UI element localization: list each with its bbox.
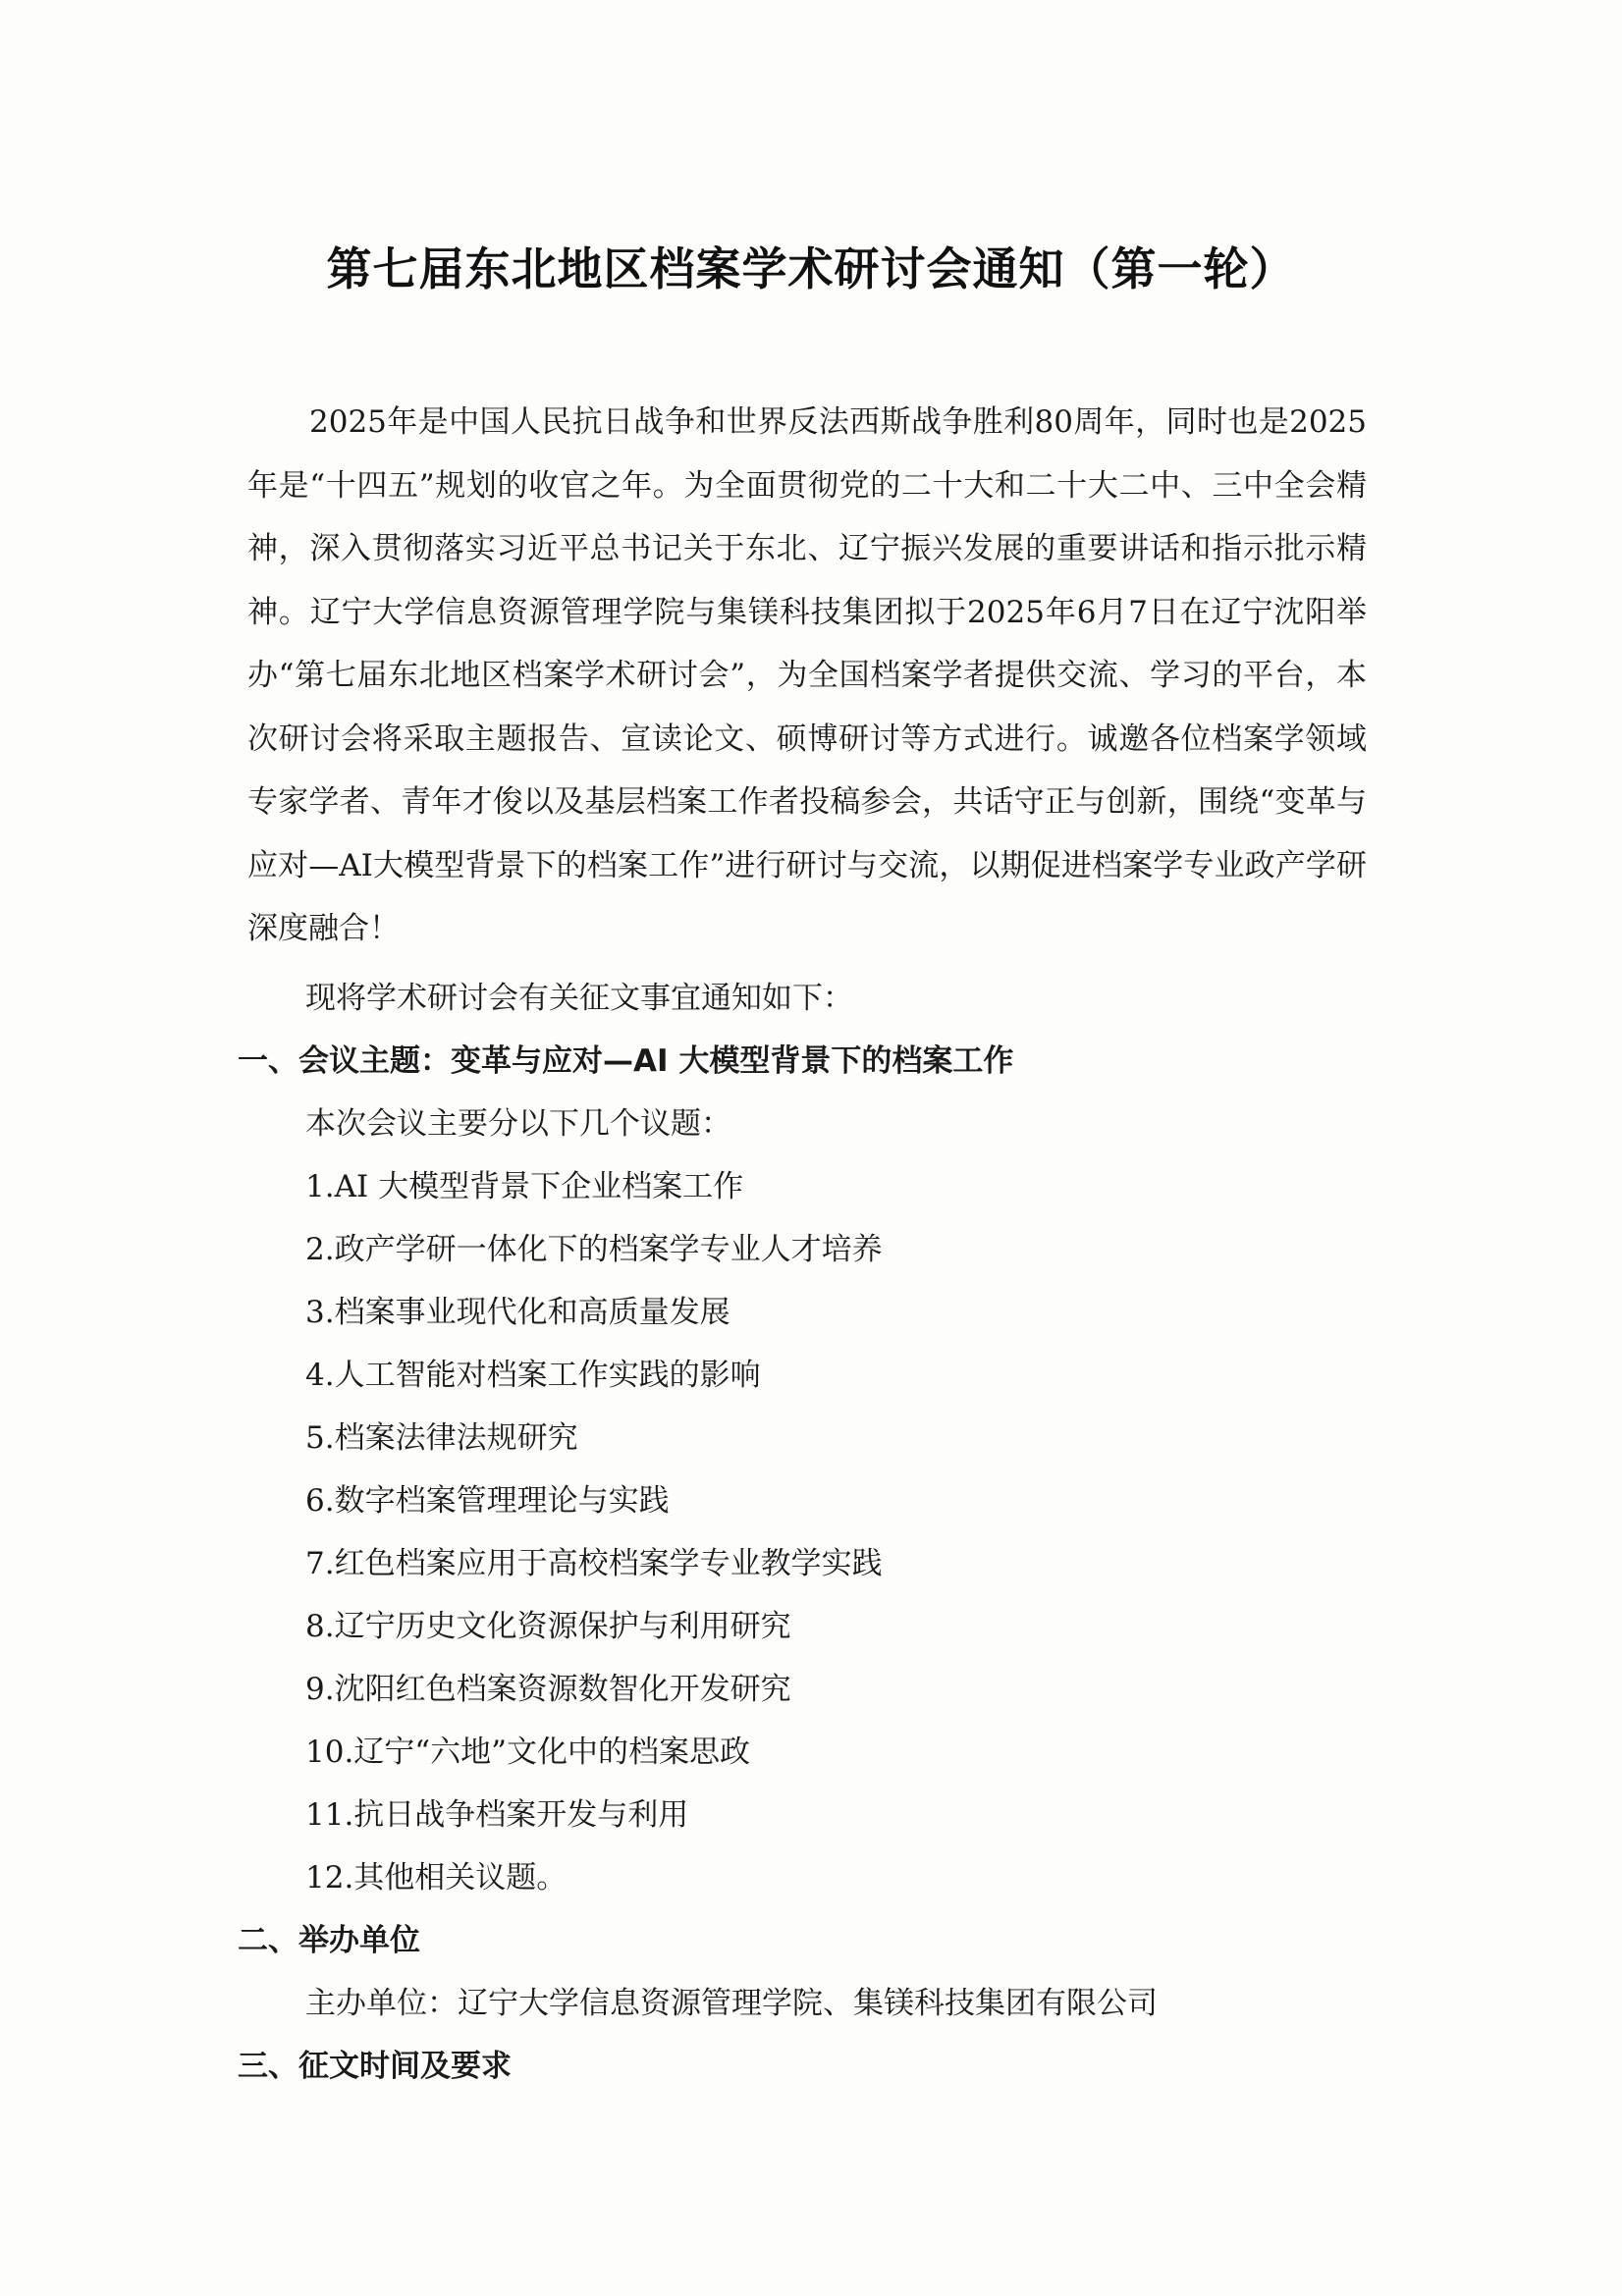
section-2-heading: 二、举办单位 bbox=[238, 1923, 420, 1958]
topic-item: 9.沈阳红色档案资源数智化开发研究 bbox=[305, 1672, 791, 1707]
organizer-line: 主办单位：辽宁大学信息资源管理学院、集镁科技集团有限公司 bbox=[305, 1986, 1158, 2021]
section-1-heading: 一、会议主题：变革与应对—AI 大模型背景下的档案工作 bbox=[238, 1043, 1014, 1079]
section-1-intro: 本次会议主要分以下几个议题： bbox=[305, 1106, 731, 1142]
notice-intro: 现将学术研讨会有关征文事宜通知如下： bbox=[305, 981, 853, 1016]
topic-item: 6.数字档案管理理论与实践 bbox=[305, 1483, 670, 1519]
topic-item: 5.档案法律法规研究 bbox=[305, 1420, 578, 1456]
topic-item: 3.档案事业现代化和高质量发展 bbox=[305, 1295, 730, 1330]
topic-item: 12.其他相关议题。 bbox=[305, 1860, 568, 1896]
topic-item: 4.人工智能对档案工作实践的影响 bbox=[305, 1358, 761, 1393]
intro-paragraph: 2025年是中国人民抗日战争和世界反法西斯战争胜利80周年，同时也是2025年是“十四五”规划的收官之年。为全面贯彻党的二十大和二十大二中、三中全会精神，深入贯彻落实习近平总书记关于东北、辽宁振兴发展的重要讲话和指示批示精神。辽宁大学信息资源管理学院与集镁科技集团拟于2025年6月7日在辽宁沈阳举办“第七届东北地区档案学术研讨会”，为全国档案学者提供交流、学习的平台，本次研讨会将采取主题报告、宣读论文、硕博研讨等方式进行。诚邀各位档案学领域专家学者、青年才俊以及基层档案工作者投稿参会，共话守正与创新，围绕“变革与应对—AI大模型背景下的档案工作”进行研讨与交流，以期促进档案学专业政产学研深度融合！ bbox=[247, 404, 1367, 946]
topic-item: 2.政产学研一体化下的档案学专业人才培养 bbox=[305, 1232, 883, 1267]
document-title: 第七届东北地区档案学术研讨会通知（第一轮） bbox=[326, 242, 1296, 295]
topic-item: 10.辽宁“六地”文化中的档案思政 bbox=[305, 1735, 750, 1770]
topic-item: 11.抗日战争档案开发与利用 bbox=[305, 1797, 689, 1833]
topic-item: 1.AI 大模型背景下企业档案工作 bbox=[305, 1169, 744, 1204]
topic-item: 8.辽宁历史文化资源保护与利用研究 bbox=[305, 1609, 791, 1644]
topic-item: 7.红色档案应用于高校档案学专业教学实践 bbox=[305, 1546, 883, 1581]
section-3-heading: 三、征文时间及要求 bbox=[238, 2049, 512, 2084]
